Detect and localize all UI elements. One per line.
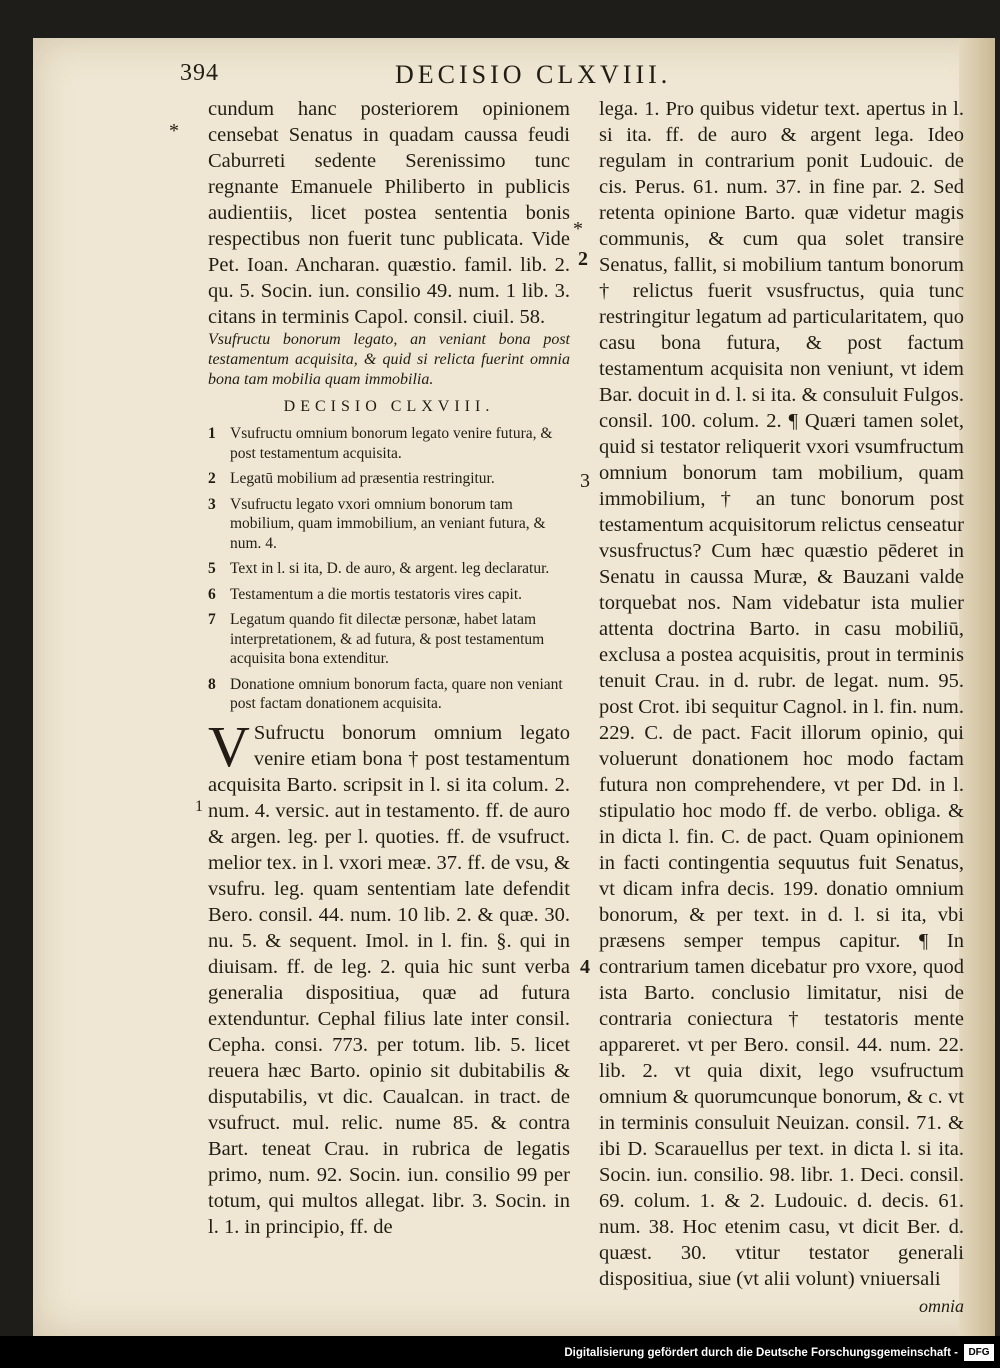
catchword: omnia: [919, 1296, 964, 1316]
continuation-paragraph: cundum hanc posteriorem opinionem censebat Senatus in quadam caussa feudi Caburreti sedente Serenissimo tunc regnante Emanuele Philiberto in publicis audientiis, licet postea sententia bonis respectibus non fuerit tunc publicata. Vide Pet. Ioan. Ancharan. quæstio. famil. lib. 2. qu. 5. Socin. iun. consilio 49. num. 1 lib. 3. citans in terminis Capol. consil. ciuil. 58.: [208, 98, 570, 328]
margin-note-1: 1: [195, 798, 203, 815]
footer-bar: [0, 1336, 1000, 1368]
page-number: 394: [180, 60, 219, 86]
funding-notice: Digitalisierung gefördert durch die Deutsche Forschungsgemeinschaft -: [564, 1347, 958, 1359]
drop-cap: V: [208, 713, 250, 779]
right-paragraph: lega. 1. Pro quibus videtur text. apertus in l. si ita. ff. de auro & argent lega. Ideo regulam in contrarium ponit Ludouic. de cis. Perus. 61. num. 37. in fine par. 2. Sed retenta opinione Barto. quæ videtur magis communis, & cum qua solet transire Senatus, fallit, si mobilium tantum bonorum † relictus fuerit vsusfructus, quia tunc restringitur legatum ad particularitatem, quo casu bona futura, & post factum testamentum acquisita non veniunt, vt idem Bar. docuit in d. l. si ita. & consuluit Fulgos. consil. 100. colum. 2. ¶ Quæri tamen solet, quid si testator reliquerit vxori vsumfructum omnium bonorum tam mobilium, quam immobilium, † an tunc bonorum post testamentum acquisitorum relictus censeatur vsusfructus? Cum hæc quæstio pēderet in Senatu in caussa Muræ, & Bauzani valde torquebat nos. Nam videbatur ista mulier attenta doctrina Barto. in casu mobiliū, exclusa a postea acquisitis, prout in terminis tenuit Crau. in d. rubr. de legat. num. 95. post Crot. ibi sequitur Cagnol. in l. fin. num. 229. C. de pact. Facit illorum opinio, qui voluerunt donationem hoc modo factam futura non comprehendere, vt per Dd. in l. stipulatio hoc modo ff. de verbo. obliga. & in dicta l. fin. C. de pact. Quam opinionem in facti contingentia sequutus fuit Senatus, vt dicam infra decis. 199. donatio omnium bonorum, & per text. in d. l. si ita, vbi præsens semper tempus capitur. ¶ In contrarium tamen dicebatur pro vxore, quod ista Barto. conclusio limitatur, nisi de contraria coniectura † testatoris mente appareret. vt per Bero. consil. 44. num. 22. lib. 2. vt quia dixit, lego vsufructum omnium & quorumcunque bonorum, & c. vt in terminis consuluit Neuizan. consil. 71. & ibi D. Scarauellus per text. in dicta l. si ita. Socin. iun. consilio. 98. libr. 1. Deci. consil. 69. colum. 1. & 2. Ludouic. d. decis. 61. num. 38. Hoc etenim casu, vt dicit Ber. d. quæst. 30. vtitur testator generali dispositiua, siue (vt alii volunt) vniuersali: [599, 98, 965, 1290]
left-column: [208, 96, 570, 1240]
running-title: DECISIO CLXVIII.: [395, 60, 672, 89]
list-item: 2 Legatū mobilium ad præsentia restringitur.: [208, 470, 495, 487]
margin-asterisk: *: [169, 120, 179, 142]
list-item: 5 Text in l. si ita, D. de auro, & argent. leg declaratur.: [208, 560, 550, 577]
list-item: 7 Legatum quando fit dilectæ personæ, habet latam interpretationem, & ad futura, & post testamentum acquisita bona extenditur.: [208, 611, 545, 667]
list-item: 8 Donatione omnium bonorum facta, quare non veniant post factam donationem acquisita.: [208, 675, 563, 712]
list-item: 6 Testamentum a die mortis testatoris vires capit.: [208, 585, 523, 603]
decisio-heading: DECISIO CLXVIII.: [283, 398, 495, 415]
margin-note-3: 3: [580, 470, 590, 492]
list-item: 3 Vsufructu legato vxori omnium bonorum tam mobilium, quam immobilium, an veniant futura, & num. 4.: [208, 495, 546, 552]
opening-paragraph: V Sufructu bonorum omnium legato venire etiam bona † post testamentum acquisita Barto. scripsit in l. si ita colum. 2. num. 4. versic. aut in testamento. ff. de auro & argen. leg. per l. quoties. ff. de vsufruct. melior tex. in l. vxori meæ. 37. ff. de vsu, & vsufru. leg. quam sententiam late defendit Bero. consil. 44. num. 10 lib. 2. & quæ. 30. nu. 5. & sequent. Imol. in l. fin. §. qui in diuisam. ff. de leg. 2. quia hic sunt verba generalia dispositiua, quæ ad futura extenduntur. Cephal filius late inter consil. Cepha. consi. 773. per totum. lib. 5. licet reuera hæc Barto. opinio sit dubitabilis & disputabilis, vt dic. Caualcan. in tract. de vsufruct. mul. relic. nume 85. & contra Bart. teneat Crau. in rubrica de legatis primo, num. 92. Socin. iun. consilio 99 per totum, qui multos allegat. libr. 3. Socin. in l. 1. in principio, ff. de: [208, 713, 570, 1238]
margin-note-4: 4: [580, 956, 590, 978]
decision-summary: Vsufructu bonorum legato, an veniant bona post testamentum acquisita, & quid si relicta fuerint omnia bona tam mobilia quam immobilia.: [208, 331, 570, 388]
margin-note-2: 2: [578, 248, 588, 270]
page-edge: [959, 38, 995, 1336]
list-item: 1 Vsufructu omnium bonorum legato venire futura, & post testamentum acquisita.: [208, 425, 553, 462]
dfg-logo: DFG: [964, 1344, 994, 1361]
margin-asterisk-right: *: [573, 218, 583, 240]
right-column: [599, 96, 964, 1317]
book-page: [33, 38, 995, 1336]
summary-list: [208, 424, 570, 714]
